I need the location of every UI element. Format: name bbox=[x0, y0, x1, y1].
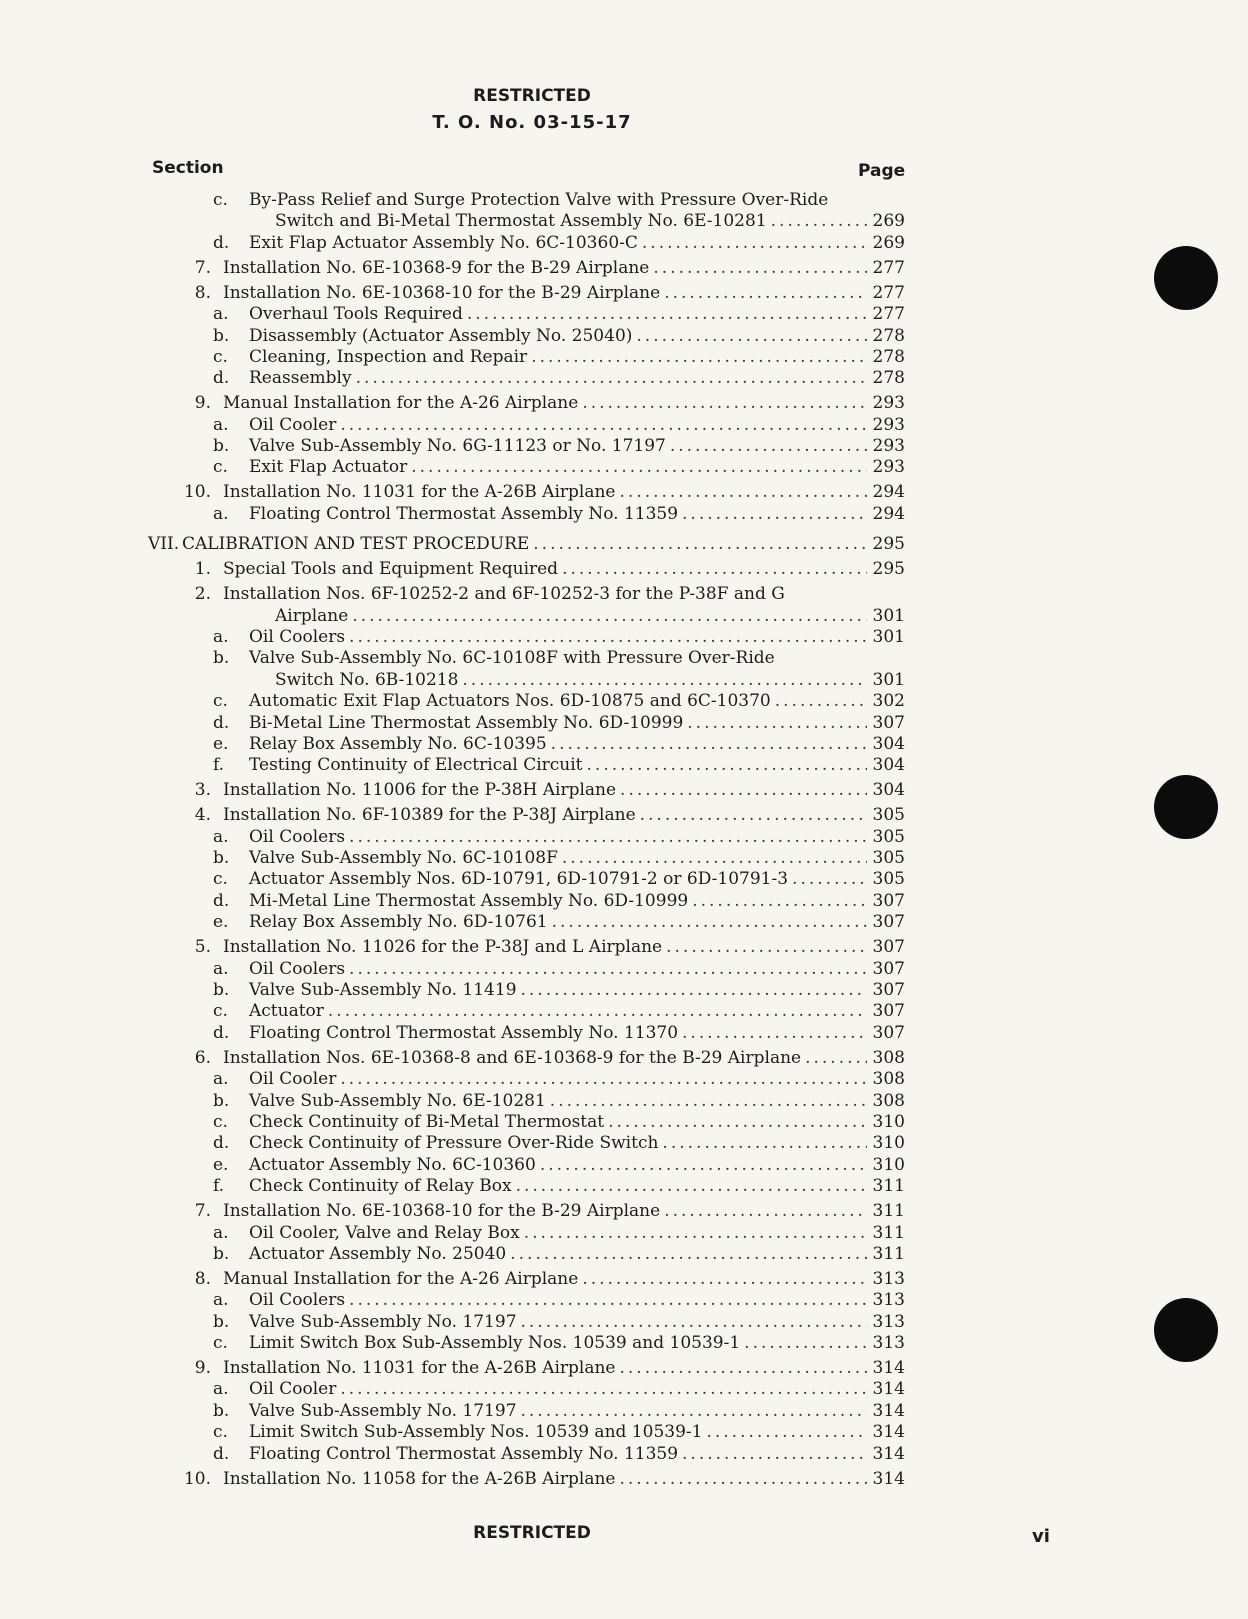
toc-entry-page: 311 bbox=[872, 1222, 905, 1243]
dot-leader bbox=[540, 1155, 867, 1176]
toc-entry bbox=[148, 980, 905, 1001]
toc-entry-title: Relay Box Assembly No. 6D-10761 bbox=[249, 912, 548, 933]
toc-entry-title: Limit Switch Box Sub-Assembly Nos. 10539 and 10539-1 bbox=[249, 1333, 741, 1354]
toc-entry-page: 302 bbox=[872, 691, 905, 712]
toc-entry-title: Testing Continuity of Electrical Circuit bbox=[249, 755, 583, 776]
binder-hole-icon bbox=[1154, 775, 1218, 839]
toc-entry-page: 310 bbox=[872, 1133, 905, 1154]
toc-entry bbox=[148, 457, 905, 478]
toc-entry bbox=[148, 304, 905, 325]
toc-entry-number: e. bbox=[213, 733, 229, 754]
toc-entry bbox=[148, 1201, 905, 1222]
toc-entry-page: 304 bbox=[872, 780, 905, 801]
toc-entry-title: Airplane bbox=[275, 605, 349, 626]
toc-entry-number: d. bbox=[213, 890, 230, 911]
toc-entry-title: Installation No. 6F-10389 for the P-38J Airplane bbox=[223, 805, 636, 826]
toc-entry-page: 293 bbox=[872, 393, 905, 414]
toc-entry bbox=[148, 805, 905, 826]
toc-entry-title: Installation No. 11058 for the A-26B Airplane bbox=[223, 1468, 616, 1489]
toc-entry-number: 7. bbox=[194, 257, 211, 278]
classification-header: RESTRICTED bbox=[473, 86, 591, 106]
toc-entry-number: c. bbox=[213, 1333, 228, 1354]
toc-entry-page: 305 bbox=[872, 869, 905, 890]
toc-entry-number: a. bbox=[213, 304, 229, 325]
toc-entry bbox=[148, 1269, 905, 1290]
toc-entry-number: b. bbox=[213, 1400, 230, 1421]
toc-entry-number: f. bbox=[213, 1176, 225, 1197]
dot-leader bbox=[356, 368, 867, 389]
dot-leader bbox=[462, 670, 867, 691]
toc-entry-number: a. bbox=[213, 1222, 229, 1243]
dot-leader bbox=[744, 1333, 867, 1354]
toc-entry-page: 314 bbox=[872, 1358, 905, 1379]
binder-hole-icon bbox=[1154, 1298, 1218, 1362]
dot-leader bbox=[582, 1269, 867, 1290]
toc-entry-number: b. bbox=[213, 848, 230, 869]
toc-entry bbox=[148, 1290, 905, 1311]
toc-entry-title: Overhaul Tools Required bbox=[249, 304, 463, 325]
dot-leader bbox=[640, 805, 867, 826]
toc-entry-number: a. bbox=[213, 1069, 229, 1090]
toc-entry-title: Valve Sub-Assembly No. 11419 bbox=[249, 980, 517, 1001]
toc-entry-number: a. bbox=[213, 826, 229, 847]
toc-entry-page: 307 bbox=[872, 1022, 905, 1043]
toc-entry-title: Oil Coolers bbox=[249, 826, 346, 847]
dot-leader bbox=[620, 780, 867, 801]
dot-leader bbox=[349, 959, 867, 980]
toc-entry-title: Floating Control Thermostat Assembly No. 11359 bbox=[249, 1443, 679, 1464]
toc-entry-number: e. bbox=[213, 1154, 229, 1175]
toc-entry-title: Installation No. 6E-10368-10 for the B-29 Airplane bbox=[223, 282, 661, 303]
toc-entry-title: Valve Sub-Assembly No. 6C-10108F bbox=[249, 848, 558, 869]
toc-entry-page: 305 bbox=[872, 848, 905, 869]
toc-entry bbox=[148, 436, 905, 457]
toc-entry-title: Limit Switch Sub-Assembly Nos. 10539 and 10539-1 bbox=[249, 1422, 703, 1443]
toc-entry-page: 278 bbox=[872, 368, 905, 389]
toc-entry-number: 8. bbox=[194, 282, 211, 303]
toc-entry-number: 5. bbox=[194, 937, 211, 958]
toc-entry bbox=[148, 534, 905, 555]
dot-leader bbox=[562, 848, 867, 869]
toc-entry-page: 305 bbox=[872, 805, 905, 826]
toc-entry bbox=[148, 891, 905, 912]
toc-entry bbox=[148, 1133, 905, 1154]
toc-entry-title: Installation No. 11031 for the A-26B Airplane bbox=[223, 1358, 616, 1379]
dot-leader bbox=[670, 436, 867, 457]
dot-leader bbox=[352, 606, 867, 627]
toc-entry-page: 313 bbox=[872, 1333, 905, 1354]
toc-entry-page: 295 bbox=[872, 534, 905, 555]
toc-entry-title: Installation No. 6E-10368-10 for the B-29 Airplane bbox=[223, 1201, 661, 1222]
toc-entry bbox=[148, 211, 905, 232]
toc-entry bbox=[148, 233, 905, 254]
dot-leader bbox=[349, 627, 867, 648]
dot-leader bbox=[524, 1223, 867, 1244]
dot-leader bbox=[692, 891, 867, 912]
toc-entry-title: Relay Box Assembly No. 6C-10395 bbox=[249, 733, 547, 754]
toc-entry-number: a. bbox=[213, 958, 229, 979]
toc-entry-page: 277 bbox=[872, 282, 905, 303]
toc-entry bbox=[148, 606, 905, 627]
toc-entry bbox=[148, 648, 905, 669]
dot-leader bbox=[349, 1290, 867, 1311]
toc-entry-title: Valve Sub-Assembly No. 17197 bbox=[249, 1400, 517, 1421]
toc-entry-page: 304 bbox=[872, 733, 905, 754]
toc-entry bbox=[148, 1069, 905, 1090]
dot-leader bbox=[531, 347, 867, 368]
toc-entry-page: 313 bbox=[872, 1290, 905, 1311]
toc-entry bbox=[148, 1244, 905, 1265]
toc-entry-number: d. bbox=[213, 1133, 230, 1154]
toc-entry-number: a. bbox=[213, 1290, 229, 1311]
toc-entry bbox=[148, 504, 905, 525]
toc-entry-page: 277 bbox=[872, 304, 905, 325]
toc-entry-number: c. bbox=[213, 1001, 228, 1022]
toc-entry bbox=[148, 755, 905, 776]
toc-entry-number: c. bbox=[213, 1111, 228, 1132]
toc-entry-number: 1. bbox=[194, 559, 211, 580]
toc-entry-page: 314 bbox=[872, 1422, 905, 1443]
toc-entry bbox=[148, 627, 905, 648]
toc-entry-number: 2. bbox=[194, 584, 211, 605]
toc-entry-number: 8. bbox=[194, 1268, 211, 1289]
toc-entry-title: Oil Cooler bbox=[249, 1069, 337, 1090]
dot-leader bbox=[551, 734, 867, 755]
toc-entry-number: b. bbox=[213, 1243, 230, 1264]
toc-entry bbox=[148, 1312, 905, 1333]
toc-entry-page: 307 bbox=[872, 937, 905, 958]
toc-entry-number: f. bbox=[213, 755, 225, 776]
toc-entry-title: Check Continuity of Relay Box bbox=[249, 1176, 512, 1197]
dot-leader bbox=[582, 393, 867, 414]
dot-leader bbox=[510, 1244, 867, 1265]
dot-leader bbox=[340, 415, 867, 436]
toc-entry-page: 314 bbox=[872, 1468, 905, 1489]
toc-entry-number: b. bbox=[213, 1090, 230, 1111]
toc-entry bbox=[148, 415, 905, 436]
toc-entry-title: Check Continuity of Pressure Over-Ride Switch bbox=[249, 1133, 659, 1154]
toc-entry-number: c. bbox=[213, 1422, 228, 1443]
toc-entry-page: 307 bbox=[872, 712, 905, 733]
dot-leader bbox=[636, 326, 867, 347]
toc-entry-page: 294 bbox=[872, 482, 905, 503]
dot-leader bbox=[587, 755, 867, 776]
toc-entry bbox=[148, 368, 905, 389]
toc-entry-title: Manual Installation for the A-26 Airplane bbox=[223, 1268, 579, 1289]
toc-entry bbox=[148, 258, 905, 279]
toc-entry-page: 269 bbox=[872, 211, 905, 232]
dot-leader bbox=[666, 937, 867, 958]
toc-entry-number: 3. bbox=[194, 780, 211, 801]
toc-entry-title: Oil Coolers bbox=[249, 1290, 346, 1311]
toc-entry-title: Reassembly bbox=[249, 368, 352, 389]
toc-entry-number: 7. bbox=[194, 1201, 211, 1222]
toc-entry-page: 301 bbox=[872, 669, 905, 690]
dot-leader bbox=[521, 1401, 867, 1422]
toc-entry-title: Installation No. 11031 for the A-26B Airplane bbox=[223, 482, 616, 503]
toc-entry-number: 9. bbox=[194, 393, 211, 414]
dot-leader bbox=[619, 1469, 867, 1490]
dot-leader bbox=[682, 1023, 867, 1044]
toc-entry bbox=[148, 1333, 905, 1354]
toc-entry-title: Oil Cooler, Valve and Relay Box bbox=[249, 1222, 520, 1243]
toc-entry-number: d. bbox=[213, 232, 230, 253]
toc-entry-page: 307 bbox=[872, 890, 905, 911]
toc-entry-page: 311 bbox=[872, 1176, 905, 1197]
toc-entry-page: 313 bbox=[872, 1311, 905, 1332]
toc-entry bbox=[148, 190, 905, 211]
toc-entry-number: c. bbox=[213, 190, 228, 210]
toc-entry-page: 301 bbox=[872, 626, 905, 647]
toc-entry-title: Oil Coolers bbox=[249, 958, 346, 979]
dot-leader bbox=[664, 1201, 867, 1222]
toc-entry bbox=[148, 1112, 905, 1133]
dot-leader bbox=[467, 304, 867, 325]
dot-leader bbox=[619, 482, 867, 503]
toc-entry-number: b. bbox=[213, 1311, 230, 1332]
toc-entry-number: b. bbox=[213, 648, 230, 669]
toc-entry-number: d. bbox=[213, 1443, 230, 1464]
toc-entry-number: b. bbox=[213, 980, 230, 1001]
dot-leader bbox=[340, 1069, 867, 1090]
toc-entry-number: a. bbox=[213, 414, 229, 435]
toc-entry-title: Special Tools and Equipment Required bbox=[223, 559, 559, 580]
toc-entry-title: Switch No. 6B-10218 bbox=[275, 669, 459, 690]
dot-leader bbox=[662, 1133, 867, 1154]
toc-entry bbox=[148, 1091, 905, 1112]
toc-entry-number: 6. bbox=[194, 1047, 211, 1068]
dot-leader bbox=[706, 1422, 867, 1443]
dot-leader bbox=[349, 827, 867, 848]
toc-entry-title: Installation No. 11006 for the P-38H Airplane bbox=[223, 780, 617, 801]
document-number: T. O. No. 03-15-17 bbox=[432, 112, 632, 133]
toc-entry bbox=[148, 912, 905, 933]
toc-entry bbox=[148, 584, 905, 605]
table-of-contents bbox=[148, 190, 905, 1490]
toc-entry-title: Check Continuity of Bi-Metal Thermostat bbox=[249, 1111, 605, 1132]
toc-entry-title: Actuator Assembly No. 25040 bbox=[249, 1243, 507, 1264]
toc-entry bbox=[148, 869, 905, 890]
toc-entry-title: Disassembly (Actuator Assembly No. 25040) bbox=[249, 325, 633, 346]
toc-entry bbox=[148, 691, 905, 712]
dot-leader bbox=[664, 283, 867, 304]
dot-leader bbox=[521, 1312, 867, 1333]
toc-entry bbox=[148, 937, 905, 958]
toc-entry-page: 301 bbox=[872, 605, 905, 626]
dot-leader bbox=[642, 233, 867, 254]
toc-entry-title: Actuator Assembly No. 6C-10360 bbox=[249, 1154, 536, 1175]
toc-entry-number: d. bbox=[213, 368, 230, 389]
toc-entry bbox=[148, 283, 905, 304]
page-folio: vi bbox=[1032, 1526, 1050, 1547]
toc-entry-page: 314 bbox=[872, 1443, 905, 1464]
dot-leader bbox=[552, 912, 867, 933]
toc-entry-number: 10. bbox=[183, 482, 211, 503]
toc-entry bbox=[148, 1469, 905, 1490]
toc-entry-number: d. bbox=[213, 712, 230, 733]
toc-entry bbox=[148, 326, 905, 347]
toc-entry-title: Valve Sub-Assembly No. 6E-10281 bbox=[249, 1090, 546, 1111]
toc-entry-number: c. bbox=[213, 869, 228, 890]
toc-entry-page: 307 bbox=[872, 912, 905, 933]
toc-entry bbox=[148, 848, 905, 869]
toc-entry bbox=[148, 1176, 905, 1197]
dot-leader bbox=[653, 258, 867, 279]
classification-footer: RESTRICTED bbox=[473, 1523, 591, 1543]
toc-entry bbox=[148, 780, 905, 801]
toc-entry-page: 295 bbox=[872, 559, 905, 580]
toc-entry-number: a. bbox=[213, 1379, 229, 1400]
dot-leader bbox=[533, 534, 867, 555]
toc-entry-title: Oil Cooler bbox=[249, 414, 337, 435]
page-column-heading: Page bbox=[858, 161, 906, 181]
toc-entry-title: Installation No. 6E-10368-9 for the B-29 Airplane bbox=[223, 257, 650, 278]
dot-leader bbox=[521, 980, 867, 1001]
toc-entry-number: 10. bbox=[183, 1468, 211, 1489]
toc-entry-title: Installation Nos. 6E-10368-8 and 6E-10368-9 for the B-29 Airplane bbox=[223, 1047, 802, 1068]
toc-entry-page: 310 bbox=[872, 1154, 905, 1175]
toc-entry-title: Automatic Exit Flap Actuators Nos. 6D-10875 and 6C-10370 bbox=[249, 691, 771, 712]
toc-entry bbox=[148, 393, 905, 414]
toc-entry-title: Floating Control Thermostat Assembly No. 11359 bbox=[249, 503, 679, 524]
toc-entry-page: 308 bbox=[872, 1090, 905, 1111]
dot-leader bbox=[687, 713, 867, 734]
dot-leader bbox=[619, 1358, 867, 1379]
dot-leader bbox=[775, 691, 867, 712]
toc-entry-title: Oil Cooler bbox=[249, 1379, 337, 1400]
toc-entry bbox=[148, 1358, 905, 1379]
toc-entry-page: 278 bbox=[872, 325, 905, 346]
section-column-heading: Section bbox=[152, 158, 224, 178]
toc-entry-page: 307 bbox=[872, 1001, 905, 1022]
toc-entry-number: c. bbox=[213, 457, 228, 478]
toc-entry bbox=[148, 1001, 905, 1022]
toc-entry-title: Exit Flap Actuator bbox=[249, 457, 408, 478]
toc-entry-number: b. bbox=[213, 436, 230, 457]
dot-leader bbox=[340, 1379, 867, 1400]
toc-entry-page: 277 bbox=[872, 257, 905, 278]
toc-entry bbox=[148, 1444, 905, 1465]
toc-entry-title: Installation No. 11026 for the P-38J and L Airplane bbox=[223, 937, 663, 958]
toc-entry bbox=[148, 347, 905, 368]
toc-entry-title: CALIBRATION AND TEST PROCEDURE bbox=[182, 534, 530, 555]
toc-entry-number: c. bbox=[213, 691, 228, 712]
dot-leader bbox=[550, 1091, 867, 1112]
toc-entry-title: Valve Sub-Assembly No. 17197 bbox=[249, 1311, 517, 1332]
toc-entry-page: 313 bbox=[872, 1268, 905, 1289]
toc-entry-number: VII. bbox=[148, 534, 180, 555]
toc-entry bbox=[148, 734, 905, 755]
toc-entry-page: 269 bbox=[872, 232, 905, 253]
dot-leader bbox=[411, 457, 867, 478]
toc-entry-title: Switch and Bi-Metal Thermostat Assembly No. 6E-10281 bbox=[275, 211, 767, 232]
toc-entry-title: Exit Flap Actuator Assembly No. 6C-10360-C bbox=[249, 232, 638, 253]
toc-entry-page: 293 bbox=[872, 457, 905, 478]
toc-entry-title: Installation Nos. 6F-10252-2 and 6F-10252-3 for the P-38F and G bbox=[223, 584, 785, 605]
toc-entry-page: 311 bbox=[872, 1243, 905, 1264]
binder-hole-icon bbox=[1154, 246, 1218, 310]
dot-leader bbox=[792, 869, 867, 890]
toc-entry-page: 314 bbox=[872, 1379, 905, 1400]
dot-leader bbox=[682, 504, 867, 525]
toc-entry-page: 293 bbox=[872, 436, 905, 457]
toc-entry bbox=[148, 1048, 905, 1069]
toc-entry bbox=[148, 713, 905, 734]
dot-leader bbox=[771, 211, 867, 232]
toc-entry bbox=[148, 1155, 905, 1176]
toc-entry-title: Oil Coolers bbox=[249, 626, 346, 647]
dot-leader bbox=[562, 559, 867, 580]
toc-entry-title: Valve Sub-Assembly No. 6G-11123 or No. 17197 bbox=[249, 436, 666, 457]
toc-entry-number: 4. bbox=[194, 805, 211, 826]
dot-leader bbox=[516, 1176, 867, 1197]
toc-entry-number: b. bbox=[213, 325, 230, 346]
dot-leader bbox=[608, 1112, 867, 1133]
toc-entry-page: 294 bbox=[872, 503, 905, 524]
toc-entry bbox=[148, 1422, 905, 1443]
toc-entry-page: 293 bbox=[872, 414, 905, 435]
dot-leader bbox=[805, 1048, 867, 1069]
toc-entry-page: 305 bbox=[872, 826, 905, 847]
toc-entry-page: 307 bbox=[872, 980, 905, 1001]
dot-leader bbox=[328, 1001, 867, 1022]
toc-entry-page: 308 bbox=[872, 1069, 905, 1090]
toc-entry-page: 278 bbox=[872, 346, 905, 367]
toc-entry-number: a. bbox=[213, 626, 229, 647]
toc-entry bbox=[148, 1379, 905, 1400]
toc-entry-title: Floating Control Thermostat Assembly No. 11370 bbox=[249, 1022, 679, 1043]
toc-entry-page: 307 bbox=[872, 958, 905, 979]
toc-entry bbox=[148, 959, 905, 980]
toc-entry-number: 9. bbox=[194, 1358, 211, 1379]
toc-entry bbox=[148, 1223, 905, 1244]
toc-entry-number: c. bbox=[213, 346, 228, 367]
toc-entry-title: Bi-Metal Line Thermostat Assembly No. 6D-10999 bbox=[249, 712, 684, 733]
toc-entry bbox=[148, 1401, 905, 1422]
toc-entry-title: By-Pass Relief and Surge Protection Valve with Pressure Over-Ride bbox=[249, 190, 829, 210]
toc-entry-number: e. bbox=[213, 912, 229, 933]
toc-entry-title: Mi-Metal Line Thermostat Assembly No. 6D-10999 bbox=[249, 890, 689, 911]
toc-entry-page: 311 bbox=[872, 1201, 905, 1222]
toc-entry-title: Manual Installation for the A-26 Airplane bbox=[223, 393, 579, 414]
toc-entry bbox=[148, 1023, 905, 1044]
toc-entry-title: Actuator bbox=[249, 1001, 324, 1022]
toc-entry-title: Cleaning, Inspection and Repair bbox=[249, 346, 528, 367]
toc-entry-page: 304 bbox=[872, 755, 905, 776]
toc-entry-page: 310 bbox=[872, 1111, 905, 1132]
toc-entry-page: 308 bbox=[872, 1047, 905, 1068]
toc-entry-number: d. bbox=[213, 1022, 230, 1043]
toc-entry-title: Actuator Assembly Nos. 6D-10791, 6D-10791-2 or 6D-10791-3 bbox=[249, 869, 789, 890]
toc-entry bbox=[148, 559, 905, 580]
toc-entry bbox=[148, 827, 905, 848]
dot-leader bbox=[682, 1444, 867, 1465]
toc-entry-page: 314 bbox=[872, 1400, 905, 1421]
toc-entry-title: Valve Sub-Assembly No. 6C-10108F with Pressure Over-Ride bbox=[249, 648, 775, 669]
toc-entry bbox=[148, 482, 905, 503]
toc-entry bbox=[148, 670, 905, 691]
toc-entry-number: a. bbox=[213, 503, 229, 524]
